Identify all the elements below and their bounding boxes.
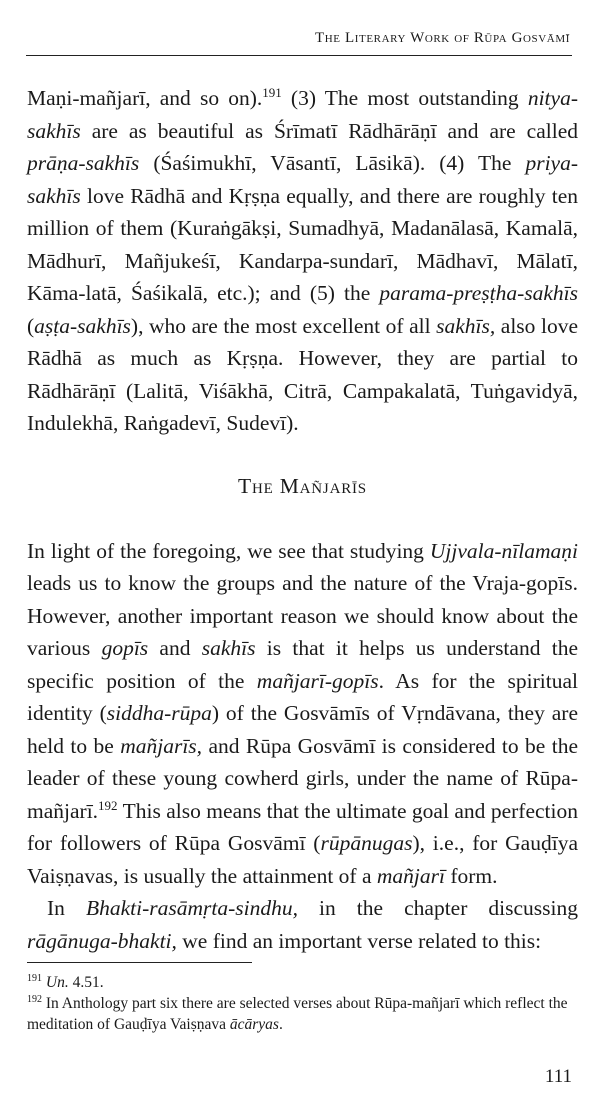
text-run: In light of the foregoing, we see that studying — [27, 538, 430, 563]
italic-term: gopīs — [101, 636, 149, 660]
paragraph-3 — [27, 892, 578, 957]
footnote-ref-191[interactable]: 191 — [262, 84, 282, 100]
text-run: This also means that the ultimate goal and perfection for followers of Rūpa Gosvāmī ( — [27, 798, 578, 855]
italic-term: ācāryas — [229, 1016, 279, 1033]
italic-term: mañjarīs, — [120, 733, 203, 758]
text-run: and — [148, 636, 202, 660]
italic-term: mañjarī — [376, 863, 445, 888]
text-run: we find an important verse related to this: — [176, 928, 542, 953]
footnote-text: 4.51. — [68, 974, 104, 991]
italic-term: rāgānuga-bhakti, — [27, 928, 177, 953]
footnote-ref-abbrev: Un. — [45, 974, 69, 991]
italic-term: siddha-rūpa — [106, 701, 212, 725]
footnote-number: 191 — [27, 972, 42, 984]
italic-term: prāṇa-sakhīs — [27, 151, 140, 175]
text-run: is that it helps us understand the specific position of the — [27, 636, 578, 693]
italic-term: rūpānugas — [320, 831, 413, 855]
italic-term: Ujjvala-nīlamaṇi — [429, 538, 578, 563]
text-run: love Rādhā and Kṛṣṇa equally, and there are roughly ten million of them (Kuraṅgākṣi, Sumadhyā, Madanālasā, Kamalā, Mādhurī, Mañjukeśī, Kandarpa-sundarī, Mādhavī, Mālatī, Kāma-latā, Śaśikalā, etc.); and (5) the — [27, 183, 578, 305]
italic-term: nitya-sakhīs — [27, 86, 578, 143]
paragraph-2 — [27, 535, 578, 893]
running-head: The Literary Work of Rūpa Gosvāmī — [315, 30, 570, 46]
text-run: leads us to know the groups and the nature of the Vraja-gopīs. However, another important reason we should know about the various — [27, 571, 578, 660]
italic-term: Bhakti-rasāmṛta-sindhu, — [85, 896, 298, 920]
italic-term: mañjarī-gopīs — [256, 668, 379, 693]
paragraph-1 — [27, 82, 578, 440]
text-run: Maṇi-mañjarī, and so on). — [27, 86, 263, 110]
italic-term: priya-sakhīs — [27, 151, 578, 208]
footnote-number: 192 — [27, 993, 42, 1005]
body-text — [27, 82, 578, 957]
italic-term: sakhīs — [201, 636, 256, 660]
text-run: form. — [444, 863, 498, 888]
text-run: ), who are the most excellent of all — [130, 313, 437, 338]
header-rule — [26, 55, 572, 56]
text-run: ), i.e., for Gauḍīya Vaiṣṇavas, is usually the attainment of a — [27, 831, 578, 888]
italic-term: sakhīs, — [436, 313, 496, 338]
text-run: and Rūpa Gosvāmī is considered to be the leader of these young cowherd girls, under the name of Rūpa-mañjarī. — [27, 733, 578, 823]
italic-term: parama-preṣṭha-sakhīs — [379, 281, 578, 305]
italic-term: aṣṭa-sakhīs — [34, 313, 131, 338]
text-run: . As for the spiritual identity ( — [27, 668, 578, 725]
text-run: ) of the Gosvāmīs of Vṛndāvana, they are held to be — [27, 701, 578, 758]
text-run: ( — [27, 313, 35, 338]
page-number: 111 — [544, 1066, 572, 1087]
text-run: are as beautiful as Śrīmatī Rādhārāṇī and are called — [80, 118, 578, 143]
text-run: (Śaśimukhī, Vāsantī, Lāsikā). (4) The — [139, 151, 526, 175]
footnotes — [27, 972, 578, 1035]
footnote-ref-192[interactable]: 192 — [98, 797, 118, 813]
text-run: also love Rādhā as much as Kṛṣṇa. However, they are partial to Rādhārāṇī (Lalitā, Viśākhā, Citrā, Campakalatā, Tuṅgavidyā, Indulekhā, Raṅgadevī, Sudevī). — [27, 313, 578, 435]
text-run: in the chapter discussing — [297, 896, 579, 920]
footnote-rule — [27, 962, 252, 963]
text-run: (3) The most outstanding — [281, 86, 528, 110]
text-run: In — [47, 896, 86, 920]
section-heading: The Mañjarīs — [238, 473, 367, 498]
footnote-text: In Anthology part six there are selected verses about Rūpa-mañjarī which reflect the meditation of Gauḍīya Vaiṣṇava — [27, 995, 568, 1033]
footnote-text-end: . — [278, 1016, 283, 1033]
footnote-192 — [27, 993, 578, 1035]
footnote-191 — [27, 972, 578, 993]
